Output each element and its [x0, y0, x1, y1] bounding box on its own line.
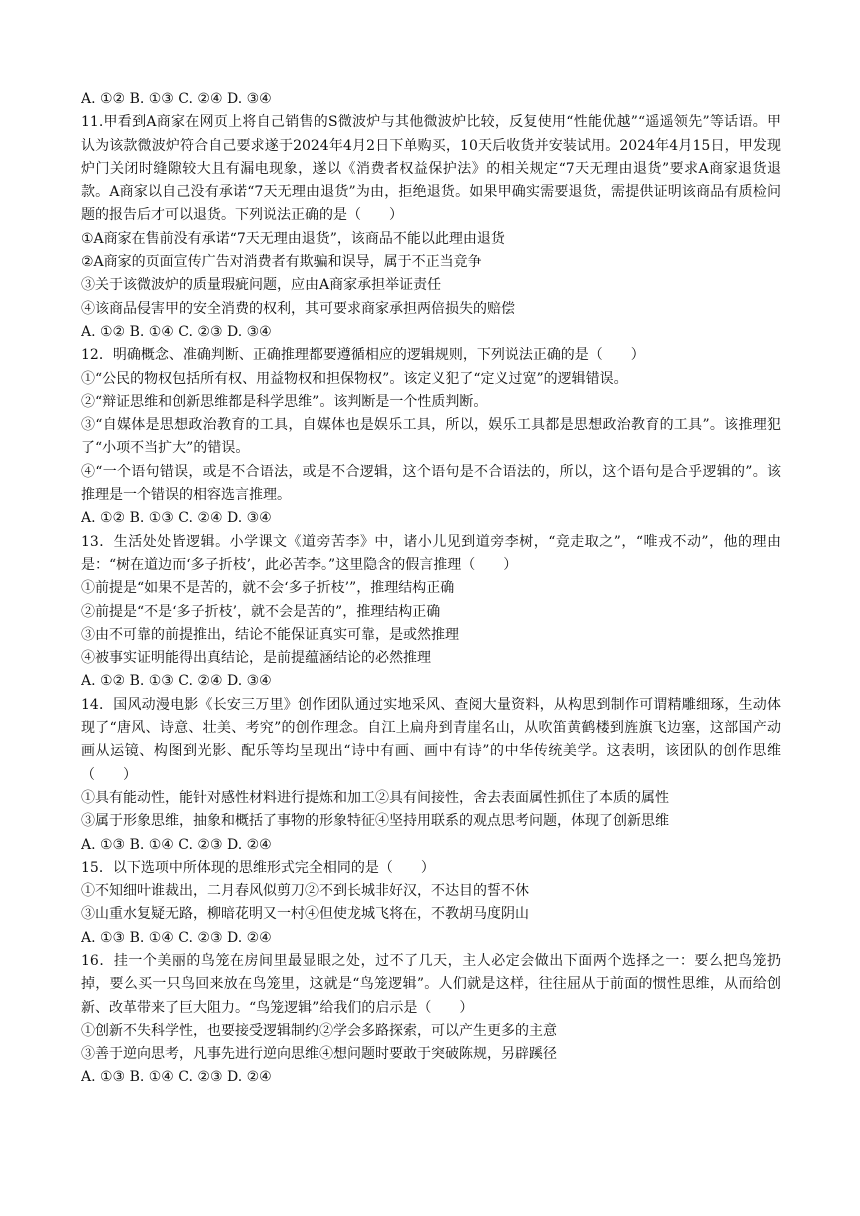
previous-answer-choices: A. ①② B. ①③ C. ②④ D. ③④ [81, 91, 272, 107]
answer-choices: A. ①② B. ①④ C. ②③ D. ③④ [81, 323, 272, 340]
question-11 [81, 111, 781, 344]
statement-option: ①不知细叶谁裁出，二月春风似剪刀②不到长城非好汉，不达目的誓不休 [81, 883, 529, 900]
statement-option: ③善于逆向思考，凡事先进行逆向思维④想问题时要敢于突破陈规，另辟蹊径 [81, 1046, 557, 1063]
statement-option: ①具有能动性，能针对感性材料进行提炼和加工②具有间接性，舍去表面属性抓住了本质的属性 [81, 789, 669, 806]
statement-option: ②前提是“不是‘多子折枝’，就不会是苦的”，推理结构正确 [81, 603, 441, 620]
statement-option: ③山重水复疑无路，柳暗花明又一村④但使龙城飞将在，不教胡马度阴山 [81, 906, 529, 923]
question-stem: 12．明确概念、准确判断、正确推理都要遵循相应的逻辑规则，下列说法正确的是（ ） [81, 347, 645, 364]
question-15 [81, 857, 781, 950]
statement-option: ③“自媒体是思想政治教育的工具，自媒体也是娱乐工具，所以，娱乐工具都是思想政治教育的工具”。该推理犯了“小项不当扩大”的错误。 [81, 417, 781, 457]
statement-option: ③属于形象思维，抽象和概括了事物的形象特征④坚持用联系的观点思考问题，体现了创新思维 [81, 813, 669, 830]
question-stem: 14．国风动漫电影《长安三万里》创作团队通过实地采风、查阅大量资料，从构思到制作可谓精雕细琢，生动体现了“唐风、诗意、壮美、考究”的创作理念。自江上扁舟到青崖名山，从吹笛黄鹤楼到旌旗飞边塞，这部国产动画从运镜、构图到光影、配乐等均呈现出“诗中有画、画中有诗”的中华传统美学。这表明，该团队的创作思维（ ） [81, 696, 781, 783]
answer-choices: A. ①② B. ①③ C. ②④ D. ③④ [81, 510, 272, 527]
statement-option: ①A商家在售前没有承诺“7天无理由退货”，该商品不能以此理由退货 [81, 230, 505, 247]
statement-option: ③关于该微波炉的质量瑕疵问题，应由A商家承担举证责任 [81, 277, 442, 294]
statement-option: ①创新不失科学性，也要接受逻辑制约②学会多路探索，可以产生更多的主意 [81, 1022, 557, 1039]
statement-option: ③由不可靠的前提推出，结论不能保证真实可靠，是或然推理 [81, 626, 459, 643]
question-14 [81, 694, 781, 857]
question-12 [81, 344, 781, 530]
statement-option: ④被事实证明能得出真结论，是前提蕴涵结论的必然推理 [81, 650, 431, 667]
question-stem: 11.甲看到A商家在网页上将自己销售的S微波炉与其他微波炉比较，反复使用“性能优越”“遥遥领先”等话语。甲认为该款微波炉符合自己要求遂于2024年4月2日下单购买，10天后收货并安装试用。2024年4月15日，甲发现炉门关闭时缝隙较大且有漏电现象，遂以《消费者权益保护法》的相关规定“7天无理由退货”要求A商家退货退款。A商家以自己没有承诺“7天无理由退货”为由，拒绝退货。如果甲确实需要退货，需提供证明该商品有质检问题的报告后才可以退货。下列说法正确的是（ ） [81, 114, 781, 224]
answer-choices: A. ①② B. ①③ C. ②④ D. ③④ [81, 673, 272, 690]
statement-option: ①“公民的物权包括所有权、用益物权和担保物权”。该定义犯了“定义过宽”的逻辑错误。 [81, 370, 628, 387]
question-13 [81, 531, 781, 694]
question-16 [81, 950, 781, 1090]
statement-option: ②A商家的页面宣传广告对消费者有欺骗和误导，属于不正当竞争 [81, 254, 482, 271]
answer-choices: A. ①③ B. ①④ C. ②③ D. ②④ [81, 1069, 272, 1086]
question-stem: 16．挂一个美丽的鸟笼在房间里最显眼之处，过不了几天，主人必定会做出下面两个选择之一：要么把鸟笼扔掉，要么买一只鸟回来放在鸟笼里，这就是“鸟笼逻辑”。人们就是这样，往往屈从于前面的惯性思维，从而给创新、改革带来了巨大阻力。“鸟笼逻辑”给我们的启示是（ ） [81, 952, 781, 1016]
answer-choices: A. ①③ B. ①④ C. ②③ D. ②④ [81, 929, 272, 946]
question-stem: 15．以下选项中所体现的思维形式完全相同的是（ ） [81, 859, 435, 876]
statement-option: ②“辩证思维和创新思维都是科学思维”。该判断是一个性质判断。 [81, 393, 488, 410]
statement-option: ①前提是“如果不是苦的，就不会‘多子折枝’”，推理结构正确 [81, 580, 455, 597]
question-stem: 13．生活处处皆逻辑。小学课文《道旁苦李》中，诸小儿见到道旁李树，“竞走取之”，“唯戎不动”，他的理由是：“树在道边而‘多子折枝’，此必苦李。”这里隐含的假言推理（ ） [81, 533, 781, 573]
answer-choices: A. ①③ B. ①④ C. ②③ D. ②④ [81, 836, 272, 853]
exam-page [81, 88, 781, 1090]
statement-option: ④该商品侵害甲的安全消费的权利，其可要求商家承担两倍损失的赔偿 [81, 300, 515, 317]
statement-option: ④“一个语句错误，或是不合语法，或是不合逻辑，这个语句是不合语法的，所以，这个语句是合乎逻辑的”。该推理是一个错误的相容选言推理。 [81, 463, 781, 504]
